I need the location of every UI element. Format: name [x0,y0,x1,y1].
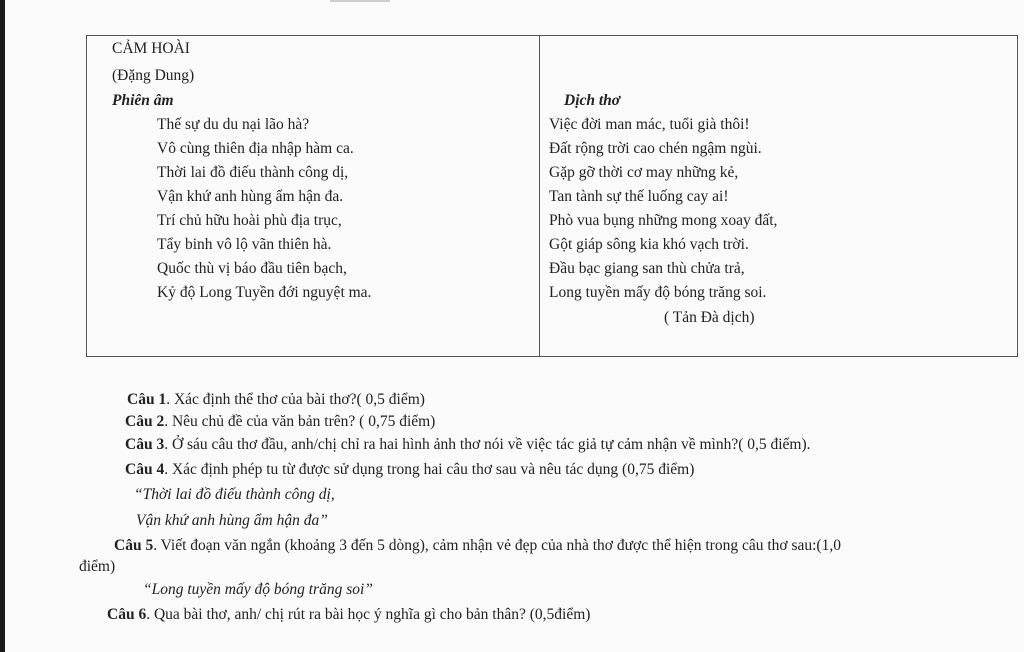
dich-tho-line: Gặp gỡ thời cơ may những kẻ, [549,164,739,181]
question-1: Câu 1. Xác định thể thơ của bài thơ?( 0,5 điểm) [127,391,425,408]
poem-title: CẢM HOÀI [112,40,190,57]
q5-quote: “Long tuyền mấy độ bóng trăng soi” [143,581,373,598]
question-6: Câu 6. Qua bài thơ, anh/ chị rút ra bài học ý nghĩa gì cho bản thân? (0,5điểm) [107,606,591,623]
phien-am-label: Phiên âm [112,92,174,109]
phien-am-line: Thế sự du du nại lão hà? [157,116,310,133]
dich-tho-line: Đất rộng trời cao chén ngậm ngùi. [549,140,762,157]
dich-tho-cell [540,36,1018,357]
dich-tho-line: Phò vua bụng những mong xoay đất, [549,212,778,229]
q4-quote-line: Vận khứ anh hùng ẩm hận đa” [136,512,328,529]
phien-am-line: Thời lai đồ điếu thành công dị, [157,164,349,181]
top-page-mark [330,0,390,2]
phien-am-line: Tẩy binh vô lộ vãn thiên hà. [157,236,332,253]
question-4: Câu 4. Xác định phép tu từ được sử dụng trong hai câu thơ sau và nêu tác dụng (0,75 điểm) [125,461,695,478]
q4-quote-line: “Thời lai đồ điếu thành công dị, [134,486,335,503]
phien-am-cell [87,36,540,357]
phien-am-line: Quốc thù vị báo đầu tiên bạch, [157,260,347,277]
screen-edge [0,0,5,652]
translator-credit: ( Tản Đà dịch) [664,309,755,326]
phien-am-line: Vô cùng thiên địa nhập hàm ca. [157,140,354,157]
question-5: Câu 5. Viết đoạn văn ngắn (khoảng 3 đến 5 dòng), cảm nhận vẻ đẹp của nhà thơ được thể hiện trong câu thơ sau:(1,0 [114,537,841,554]
phien-am-line: Vận khứ anh hùng ẩm hận đa. [157,188,344,205]
dich-tho-line: Gột giáp sông kia khó vạch trời. [549,236,749,253]
question-3: Câu 3. Ở sáu câu thơ đầu, anh/chị chỉ ra hai hình ảnh thơ nói về việc tác giả tự cảm nhận về mình?( 0,5 điểm). [125,436,811,453]
dich-tho-line: Đầu bạc giang san thù chửa trả, [549,260,745,277]
question-2: Câu 2. Nêu chủ đề của văn bản trên? ( 0,75 điểm) [125,413,436,430]
phien-am-line: Trí chủ hữu hoài phù địa trục, [157,212,342,229]
dich-tho-label: Dịch thơ [564,92,621,109]
dich-tho-line: Long tuyền mấy độ bóng trăng soi. [549,284,767,301]
phien-am-line: Kỷ độ Long Tuyền đới nguyệt ma. [157,284,372,301]
question-5-continuation: điểm) [79,558,116,575]
poem-author: (Đặng Dung) [112,67,195,84]
poem-table [86,35,1018,357]
dich-tho-line: Việc đời man mác, tuổi già thôi! [549,116,750,133]
dich-tho-line: Tan tành sự thế luống cay ai! [549,188,729,205]
